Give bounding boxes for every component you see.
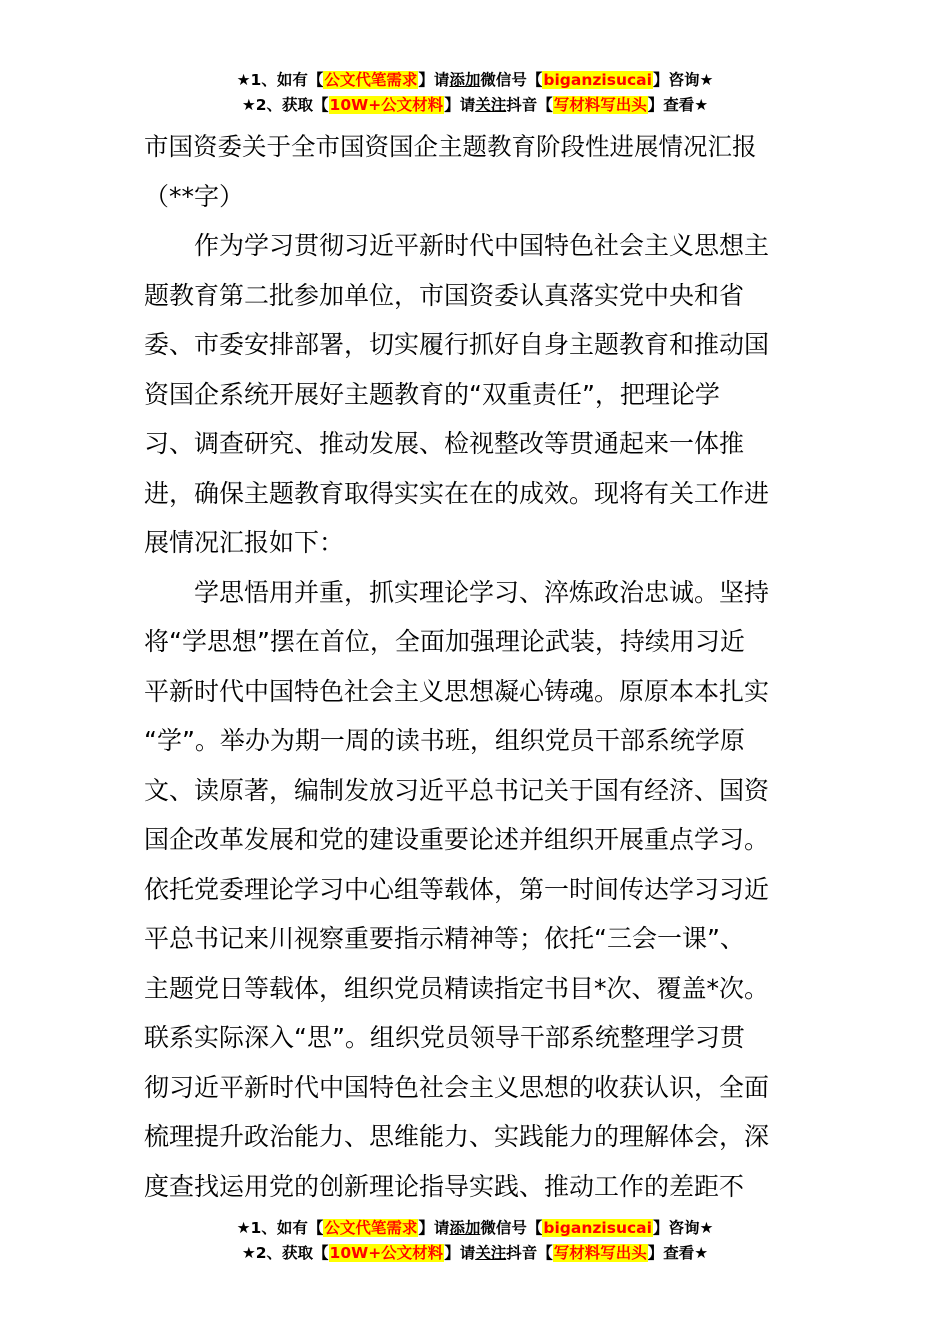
banner-underlined: 关注 — [475, 1244, 507, 1262]
text-line: “学”。举办为期一周的读书班，组织党员干部系统学原 — [144, 726, 745, 755]
banner-text: 抖音【 — [506, 1244, 553, 1262]
banner-line-1 — [0, 1216, 950, 1241]
text-line: 委、市委安排部署，切实履行抓好自身主题教育和推动国 — [144, 330, 770, 359]
banner-text: ★2、获取【 — [241, 1244, 329, 1262]
banner-text: 】请 — [444, 96, 476, 114]
banner-text: ★2、获取【 — [241, 96, 329, 114]
banner-text: 】查看★ — [647, 96, 709, 114]
text-line: 主题党日等载体，组织党员精读指定书目*次、覆盖*次。 — [144, 973, 770, 1003]
banner-text: 】请 — [444, 1244, 476, 1262]
banner-underlined: 添加 — [449, 1219, 481, 1237]
banner-highlight: 公文代笔需求 — [324, 1219, 418, 1237]
text-line: 度查找运用党的创新理论指导实践、推动工作的差距不 — [144, 1171, 745, 1201]
banner-douyin-id: 写材料写出头 — [553, 1244, 647, 1262]
text-line: 题教育第二批参加单位，市国资委认真落实党中央和省 — [144, 280, 745, 310]
banner-text: 微信号【 — [480, 1219, 543, 1237]
text-line: 平新时代中国特色社会主义思想凝心铸魂。原原本本扎实 — [144, 676, 770, 706]
banner-text: 】请 — [418, 1219, 450, 1237]
text-line: 学思悟用并重，抓实理论学习、淬炼政治忠诚。坚持 — [144, 577, 770, 607]
text-line: 作为学习贯彻习近平新时代中国特色社会主义思想主 — [144, 231, 770, 260]
text-line: 联系实际深入“思”。组织党员领导干部系统整理学习贯 — [144, 1023, 745, 1052]
banner-text: 】咨询★ — [652, 71, 714, 89]
document-title: 市国资委关于全市国资国企主题教育阶段性进展情况汇报 — [144, 132, 757, 161]
text-line: 将“学思想”摆在首位，全面加强理论武装，持续用习近 — [144, 627, 745, 656]
banner-highlight: 10W+公文材料 — [329, 96, 444, 114]
header-banner — [0, 68, 950, 118]
text-line: 国企改革发展和党的建设重要论述并组织开展重点学习。 — [144, 825, 770, 854]
banner-line-2 — [0, 1241, 950, 1266]
text-line: 习、调查研究、推动发展、检视整改等贯通起来一体推 — [144, 429, 745, 458]
document-word-count: （**字） — [144, 181, 245, 211]
text-line: 文、读原著，编制发放习近平总书记关于国有经济、国资 — [144, 775, 770, 805]
banner-wechat-id: biganzisucai — [543, 71, 652, 89]
banner-text: 】咨询★ — [652, 1219, 714, 1237]
text-line: 资国企系统开展好主题教育的“双重责任”，把理论学 — [144, 379, 720, 409]
banner-highlight: 公文代笔需求 — [324, 71, 418, 89]
banner-text: 】查看★ — [647, 1244, 709, 1262]
banner-douyin-id: 写材料写出头 — [553, 96, 647, 114]
banner-line-2 — [0, 93, 950, 118]
banner-underlined: 添加 — [449, 71, 481, 89]
banner-text: ★1、如有【 — [236, 1219, 324, 1237]
footer-banner — [0, 1216, 950, 1266]
banner-highlight: 10W+公文材料 — [329, 1244, 444, 1262]
banner-text: 微信号【 — [480, 71, 543, 89]
text-line: 梳理提升政治能力、思维能力、实践能力的理解体会，深 — [144, 1122, 770, 1151]
text-line: 彻习近平新时代中国特色社会主义思想的收获认识，全面 — [144, 1072, 770, 1102]
banner-underlined: 关注 — [475, 96, 507, 114]
text-line: 展情况汇报如下： — [144, 528, 345, 557]
text-line: 依托党委理论学习中心组等载体，第一时间传达学习习近 — [144, 874, 770, 904]
banner-text: ★1、如有【 — [236, 71, 324, 89]
document-body — [144, 122, 808, 1211]
banner-line-1 — [0, 68, 950, 93]
banner-text: 】请 — [418, 71, 450, 89]
banner-text: 抖音【 — [506, 96, 553, 114]
text-line: 平总书记来川视察重要指示精神等；依托“三会一课”、 — [144, 924, 745, 953]
text-line: 进，确保主题教育取得实实在在的成效。现将有关工作进 — [144, 478, 770, 508]
banner-wechat-id: biganzisucai — [543, 1219, 652, 1237]
